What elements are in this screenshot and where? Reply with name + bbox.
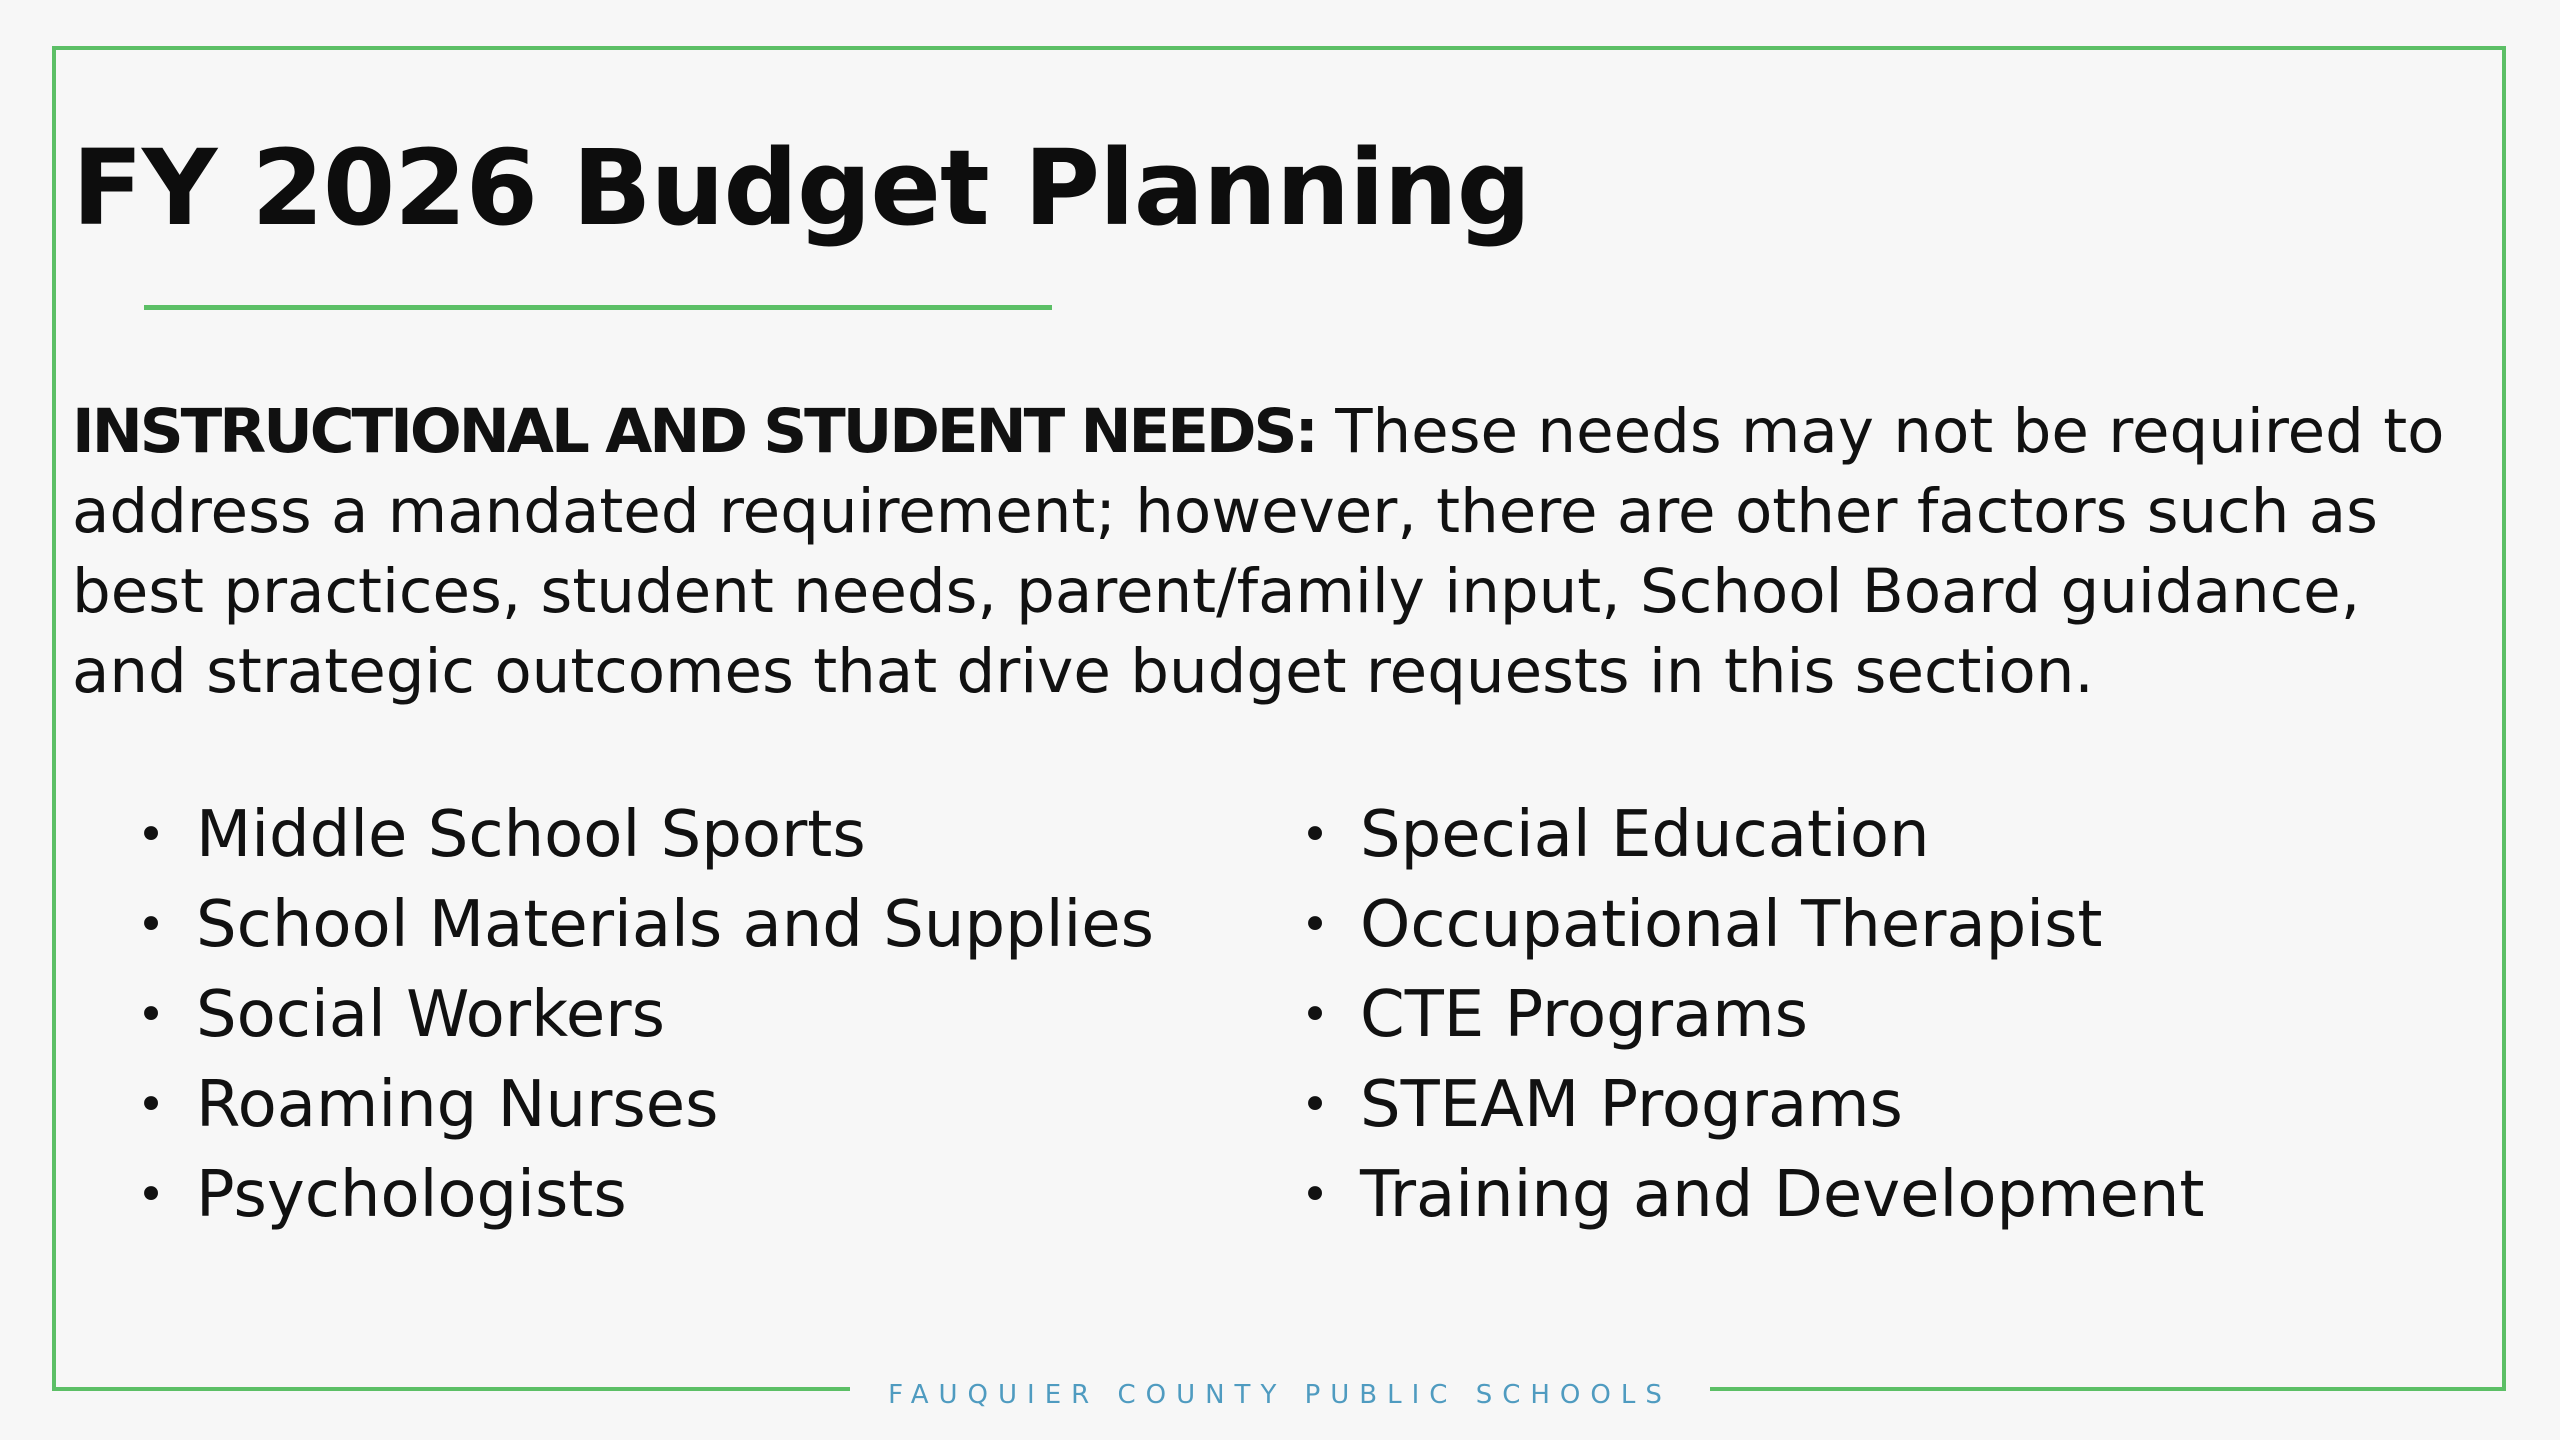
- intro-body: These needs may not be required to address a mandated requirement; however, there are other factors such as best practices, student needs, parent/family input, School Board guidance, and strategic outcomes that drive budget requests in this section.: [72, 396, 2445, 707]
- footer-organization: FAUQUIER COUNTY PUBLIC SCHOOLS: [888, 1380, 1672, 1410]
- list-item-label: Roaming Nurses: [196, 1068, 719, 1142]
- bullet-icon: •: [136, 1077, 166, 1133]
- list-item-label: Occupational Therapist: [1360, 888, 2103, 962]
- list-item: [1300, 880, 2450, 970]
- intro-lead: INSTRUCTIONAL AND STUDENT NEEDS:: [72, 396, 1316, 467]
- intro-paragraph: [72, 392, 2472, 712]
- list-item-label: CTE Programs: [1360, 978, 1808, 1052]
- list-item-label: Middle School Sports: [196, 798, 866, 872]
- list-item: [1300, 790, 2450, 880]
- list-item: [1300, 1150, 2450, 1240]
- list-item: [1300, 1060, 2450, 1150]
- list-item-label: STEAM Programs: [1360, 1068, 1903, 1142]
- list-item-label: School Materials and Supplies: [196, 888, 1154, 962]
- bullet-icon: •: [1300, 987, 1330, 1043]
- bullet-list-right: [1300, 790, 2450, 1240]
- list-item: [136, 1150, 1236, 1240]
- bullet-icon: •: [136, 807, 166, 863]
- bullet-icon: •: [136, 987, 166, 1043]
- bullet-list-left: [136, 790, 1236, 1240]
- list-item-label: Social Workers: [196, 978, 665, 1052]
- list-item: [136, 790, 1236, 880]
- bullet-icon: •: [136, 897, 166, 953]
- bullet-icon: •: [1300, 807, 1330, 863]
- list-item: [1300, 970, 2450, 1060]
- list-item-label: Special Education: [1360, 798, 1930, 872]
- bullet-icon: •: [1300, 1077, 1330, 1133]
- slide-title: FY 2026 Budget Planning: [72, 127, 1531, 249]
- list-item: [136, 970, 1236, 1060]
- list-item: [136, 880, 1236, 970]
- bullet-icon: •: [1300, 1167, 1330, 1223]
- bullet-icon: •: [1300, 897, 1330, 953]
- list-item: [136, 1060, 1236, 1150]
- bullet-icon: •: [136, 1167, 166, 1223]
- title-underline: [144, 305, 1052, 310]
- list-item-label: Psychologists: [196, 1158, 627, 1232]
- list-item-label: Training and Development: [1360, 1158, 2205, 1232]
